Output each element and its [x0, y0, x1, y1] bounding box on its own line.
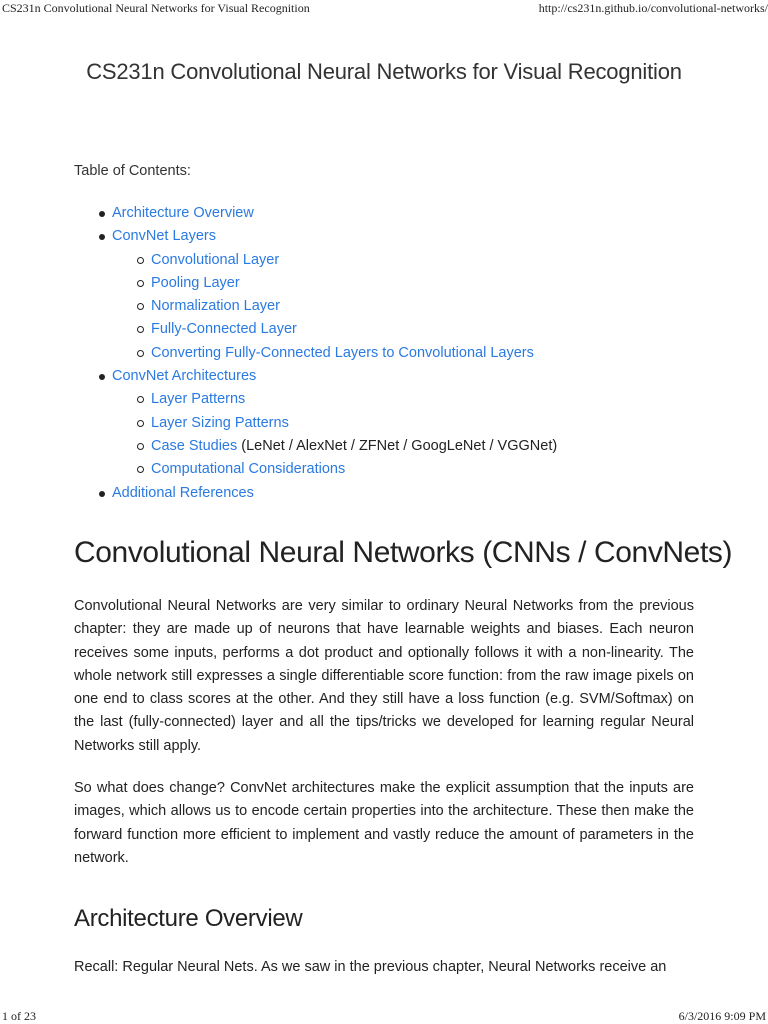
toc-subitem	[112, 458, 696, 481]
toc-link-computational-considerations[interactable]: Computational Considerations	[151, 461, 346, 478]
article-title: Convolutional Neural Networks (CNNs / ConvNets)	[74, 536, 733, 569]
page-number: 1 of 23	[2, 1009, 36, 1023]
print-header	[0, 0, 768, 16]
site-title[interactable]: CS231n Convolutional Neural Networks for Visual Recognition	[86, 59, 682, 84]
bullet-icon	[99, 374, 105, 380]
toc-sublist-convnet-architectures	[112, 388, 696, 481]
toc-link-normalization-layer[interactable]: Normalization Layer	[151, 298, 280, 315]
toc-link-additional-references[interactable]: Additional References	[112, 484, 254, 501]
section-title-architecture-overview: Architecture Overview	[74, 905, 303, 932]
recall-paragraph: Recall: Regular Neural Nets. As we saw in the previous chapter, Neural Networks receive an	[74, 959, 667, 975]
toc-subitem	[112, 412, 696, 435]
circle-bullet-icon	[137, 396, 144, 403]
bullet-icon	[99, 491, 105, 497]
toc-subitem	[112, 318, 696, 341]
circle-bullet-icon	[137, 466, 144, 473]
print-header-title: CS231n Convolutional Neural Networks for Visual Recognition	[2, 1, 310, 15]
toc-subitem	[112, 342, 696, 365]
toc-link-convnet-layers[interactable]: ConvNet Layers	[112, 228, 216, 245]
circle-bullet-icon	[137, 350, 144, 357]
circle-bullet-icon	[137, 443, 144, 450]
toc-sublist-convnet-layers	[112, 249, 696, 365]
circle-bullet-icon	[137, 257, 144, 264]
toc-link-convnet-architectures[interactable]: ConvNet Architectures	[112, 368, 257, 385]
toc-item-convnet-layers	[74, 225, 696, 365]
circle-bullet-icon	[137, 420, 144, 427]
toc-subitem	[112, 388, 696, 411]
print-footer	[0, 1008, 768, 1024]
toc-list	[74, 202, 696, 505]
toc-link-layer-sizing-patterns[interactable]: Layer Sizing Patterns	[151, 414, 289, 431]
toc-link-convolutional-layer[interactable]: Convolutional Layer	[151, 251, 280, 268]
print-timestamp: 6/3/2016 9:09 PM	[678, 1009, 766, 1023]
toc-link-pooling-layer[interactable]: Pooling Layer	[151, 274, 240, 291]
bullet-icon	[99, 211, 105, 217]
toc-item-convnet-architectures	[74, 365, 696, 481]
change-paragraph: So what does change? ConvNet architectures make the explicit assumption that the inputs are images, which allows us to encode certain properties into the architecture. These then make the forward function more efficient to implement and vastly reduce the amount of parameters in the network.	[74, 780, 694, 866]
bullet-icon	[99, 234, 105, 240]
circle-bullet-icon	[137, 303, 144, 310]
table-of-contents	[74, 160, 696, 505]
toc-link-architecture-overview[interactable]: Architecture Overview	[112, 205, 254, 221]
intro-paragraph: Convolutional Neural Networks are very similar to ordinary Neural Networks from the previous chapter: they are made up of neurons that have learnable weights and biases. Each neuron receives some inputs, performs a dot product and optionally follows it with a non-linearity. The whole network still expresses a single differentiable score function: from the raw image pixels on one end to class scores at the other. And they still have a loss function (e.g. SVM/Softmax) on the last (fully-connected) layer and all the tips/tricks we developed for learning regular Neural Networks still apply.	[74, 598, 694, 754]
toc-link-layer-patterns[interactable]: Layer Patterns	[151, 391, 246, 408]
toc-link-converting-fc-to-conv[interactable]: Converting Fully-Connected Layers to Convolutional Layers	[151, 344, 534, 361]
case-studies-list: (LeNet / AlexNet / ZFNet / GoogLeNet / VGGNet)	[237, 437, 558, 454]
toc-heading: Table of Contents:	[74, 163, 191, 179]
toc-item-architecture-overview	[74, 202, 696, 225]
toc-subitem	[112, 272, 696, 295]
toc-subitem	[112, 249, 696, 272]
toc-link-case-studies[interactable]: Case Studies	[151, 437, 238, 454]
circle-bullet-icon	[137, 280, 144, 287]
circle-bullet-icon	[137, 326, 144, 333]
print-header-url: http://cs231n.github.io/convolutional-networks/	[538, 1, 768, 15]
toc-subitem	[112, 295, 696, 318]
toc-link-fully-connected-layer[interactable]: Fully-Connected Layer	[151, 321, 297, 338]
toc-subitem	[112, 435, 696, 458]
toc-item-additional-references	[74, 482, 696, 505]
